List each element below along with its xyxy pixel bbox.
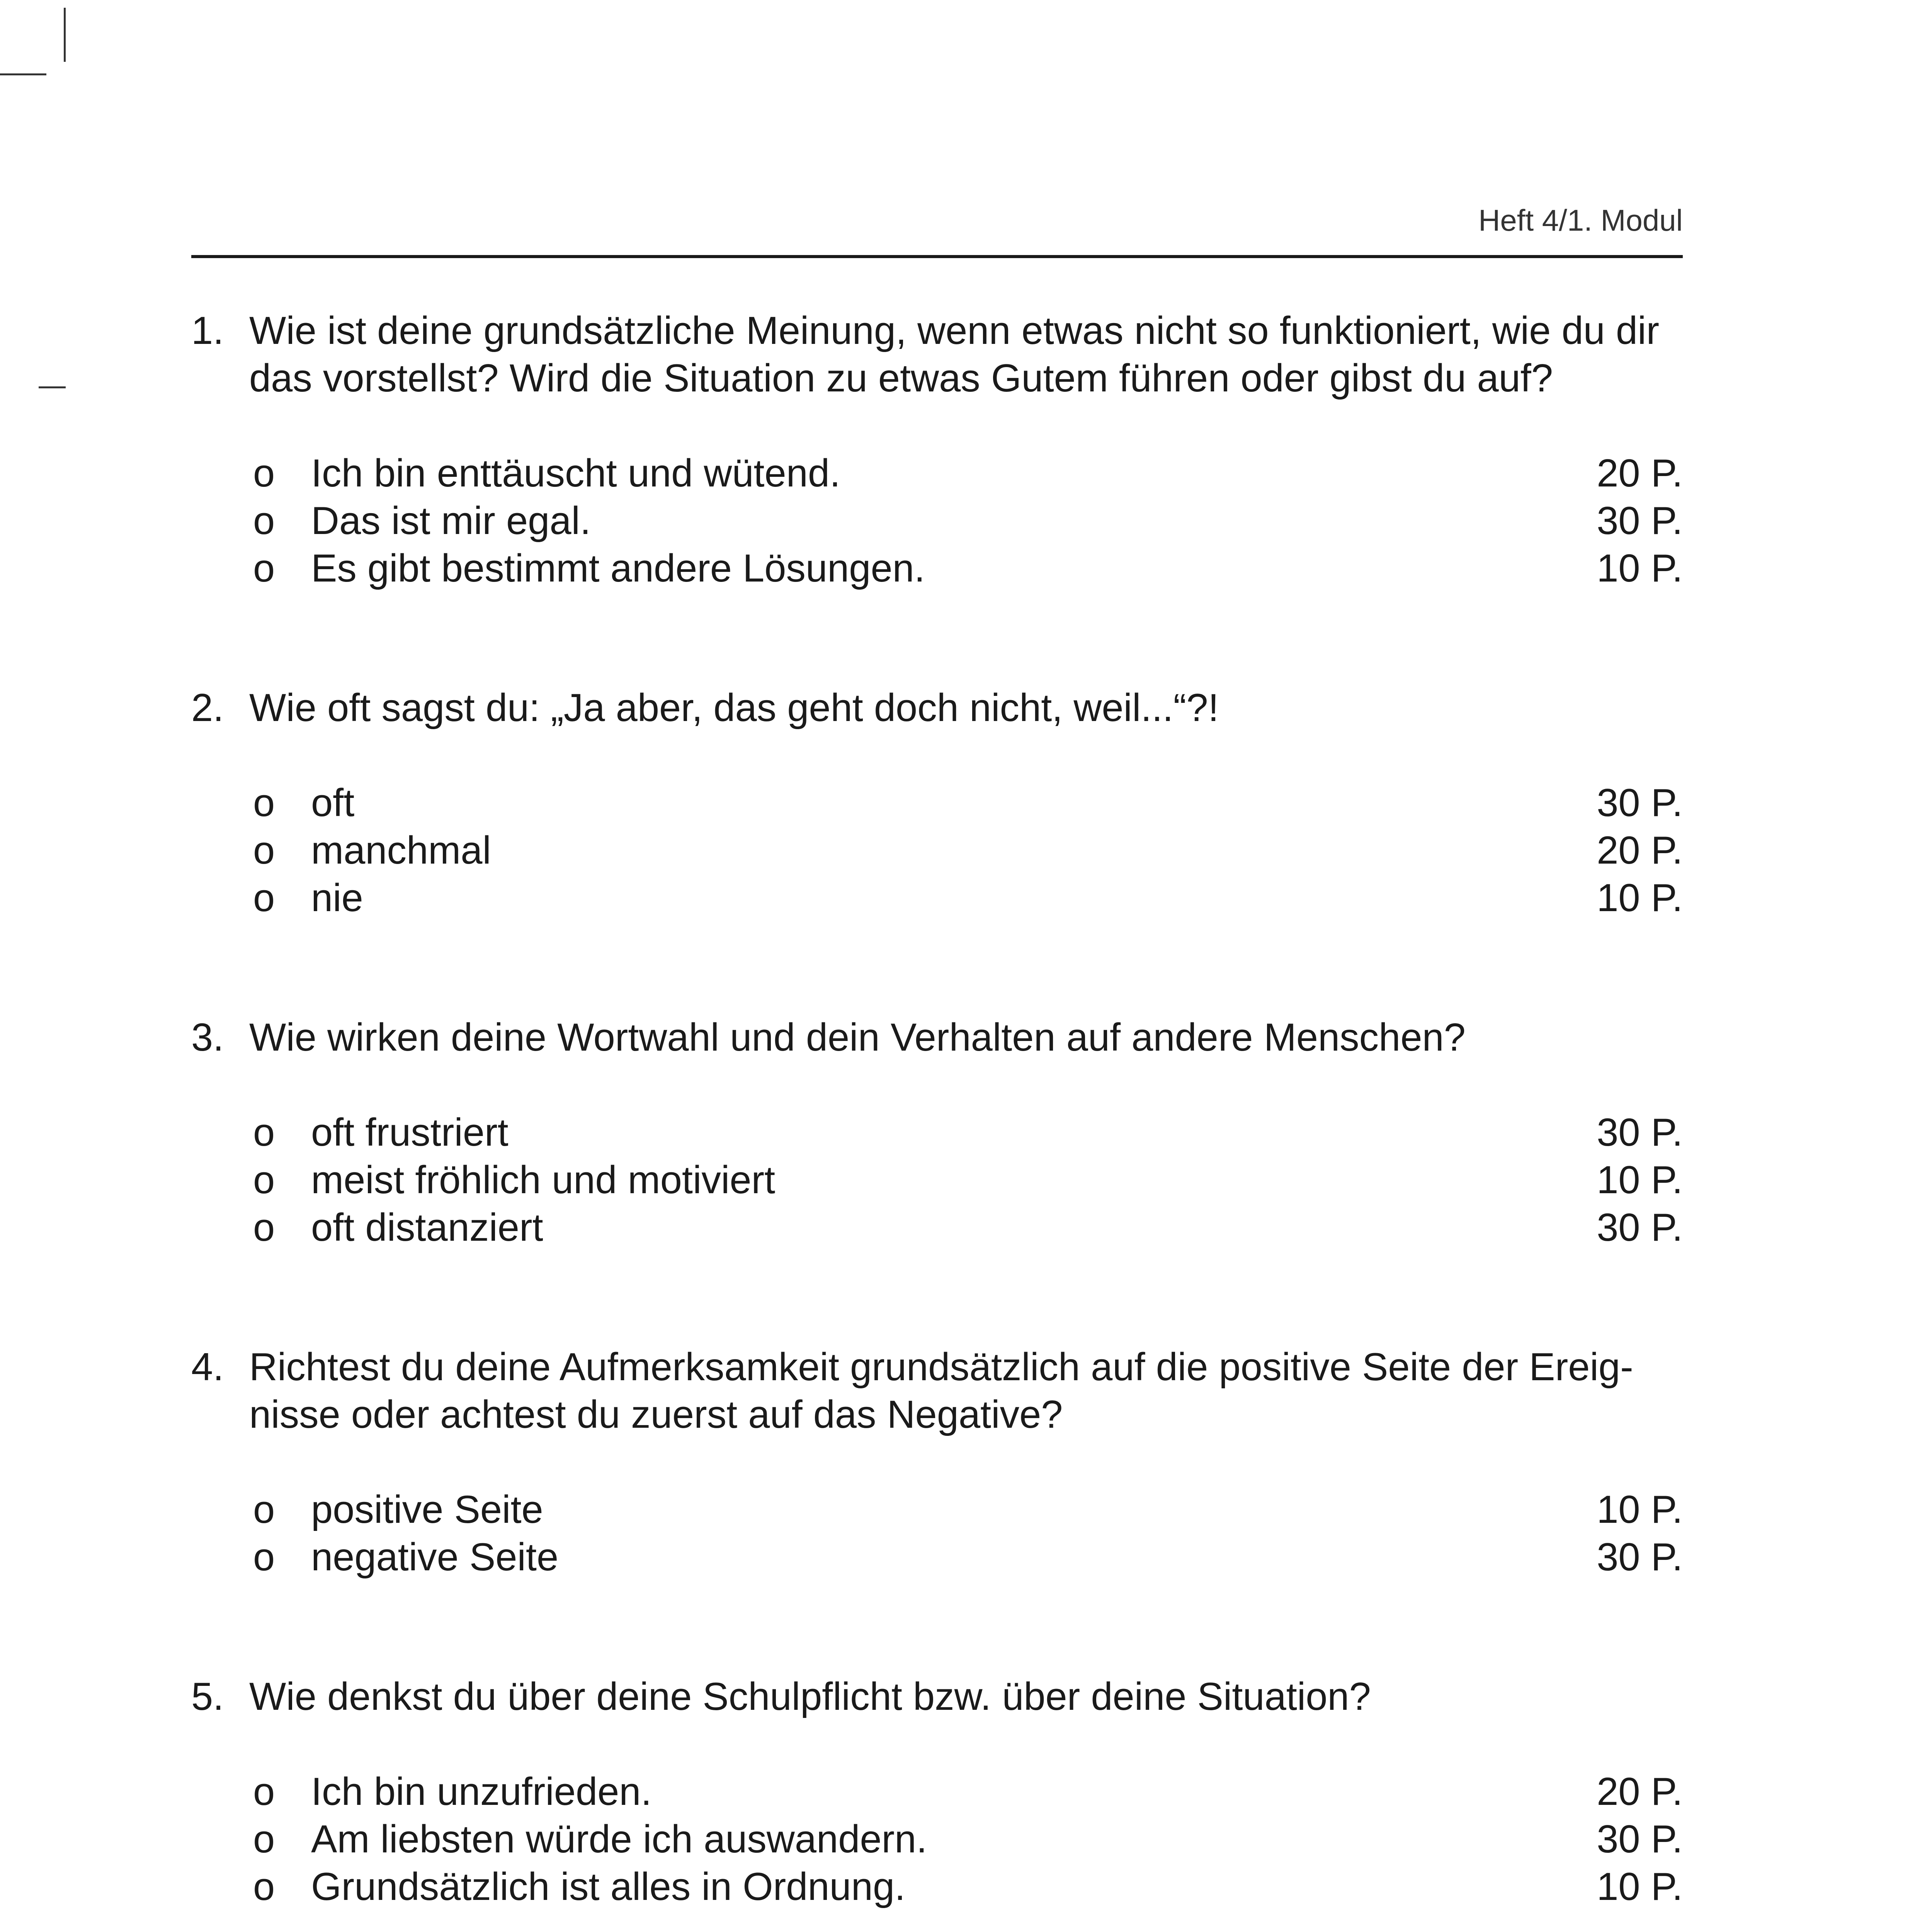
- question-text: Wie ist deine grundsätzliche Meinung, wenn etwas nicht so funktioniert, wie du dir das vorstellst? Wird die Situation zu etwas Gutem führen oder gibst du auf?: [249, 309, 1660, 400]
- answer-text: Das ist mir egal.: [311, 499, 591, 543]
- answer-text: oft: [311, 781, 355, 825]
- questionnaire: [191, 307, 1683, 1932]
- checkbox-mark[interactable]: o: [253, 547, 275, 590]
- question-number: 1.: [191, 309, 224, 352]
- checkbox-mark[interactable]: o: [253, 1770, 275, 1813]
- header-label: Heft 4/1. Modul: [1478, 203, 1683, 237]
- answer-option[interactable]: [191, 1863, 1683, 1911]
- answer-option[interactable]: [191, 1486, 1683, 1534]
- answer-option[interactable]: [191, 1156, 1683, 1204]
- answer-points: 10 P.: [1597, 1488, 1683, 1531]
- answer-text: positive Seite: [311, 1488, 543, 1531]
- checkbox-mark[interactable]: o: [253, 1865, 275, 1908]
- crop-mark: [39, 386, 66, 388]
- answer-option[interactable]: [191, 1816, 1683, 1863]
- answer-options: [191, 1109, 1683, 1252]
- crop-mark: [64, 8, 66, 62]
- answer-text: meist fröhlich und motiviert: [311, 1158, 776, 1202]
- answer-text: Am liebsten würde ich auswandern.: [311, 1818, 927, 1861]
- answer-points: 10 P.: [1597, 876, 1683, 920]
- answer-text: Grundsätzlich ist alles in Ordnung.: [311, 1865, 906, 1908]
- answer-points: 10 P.: [1597, 1158, 1683, 1202]
- question-text: Richtest du deine Aufmerksamkeit grundsätzlich auf die positive Seite der Ereig-nisse oder achtest du zuerst auf das Negative?: [249, 1345, 1633, 1436]
- answer-points: 30 P.: [1597, 1818, 1683, 1861]
- question-text: Wie oft sagst du: „Ja aber, das geht doch nicht, weil...“?!: [249, 686, 1219, 730]
- answer-option[interactable]: [191, 1109, 1683, 1156]
- answer-points: 20 P.: [1597, 829, 1683, 872]
- checkbox-mark[interactable]: o: [253, 781, 275, 825]
- question-text: Wie wirken deine Wortwahl und dein Verhalten auf andere Menschen?: [249, 1016, 1466, 1059]
- checkbox-mark[interactable]: o: [253, 829, 275, 872]
- answer-options: [191, 1768, 1683, 1911]
- answer-text: nie: [311, 876, 363, 920]
- answer-text: oft frustriert: [311, 1111, 509, 1154]
- answer-points: 20 P.: [1597, 452, 1683, 495]
- answer-option[interactable]: [191, 779, 1683, 827]
- question-1: [191, 307, 1683, 592]
- checkbox-mark[interactable]: o: [253, 1111, 275, 1154]
- answer-points: 30 P.: [1597, 499, 1683, 543]
- answer-option[interactable]: [191, 545, 1683, 592]
- answer-option[interactable]: [191, 497, 1683, 545]
- answer-text: Ich bin enttäuscht und wütend.: [311, 452, 841, 495]
- answer-text: negative Seite: [311, 1536, 559, 1579]
- answer-options: [191, 1486, 1683, 1581]
- answer-text: oft distanziert: [311, 1206, 543, 1249]
- question-heading: [191, 1014, 1683, 1061]
- answer-text: Ich bin unzufrieden.: [311, 1770, 652, 1813]
- answer-text: manchmal: [311, 829, 491, 872]
- answer-option[interactable]: [191, 1204, 1683, 1252]
- checkbox-mark[interactable]: o: [253, 1158, 275, 1202]
- checkbox-mark[interactable]: o: [253, 452, 275, 495]
- answer-options: [191, 450, 1683, 592]
- answer-text: Es gibt bestimmt andere Lösungen.: [311, 547, 925, 590]
- answer-points: 30 P.: [1597, 1111, 1683, 1154]
- question-number: 3.: [191, 1016, 224, 1059]
- question-3: [191, 1014, 1683, 1252]
- answer-option[interactable]: [191, 1534, 1683, 1581]
- question-4: [191, 1344, 1683, 1581]
- crop-mark: [0, 73, 46, 75]
- checkbox-mark[interactable]: o: [253, 1818, 275, 1861]
- answer-points: 10 P.: [1597, 1865, 1683, 1908]
- question-text: Wie denkst du über deine Schulpflicht bzw. über deine Situation?: [249, 1675, 1371, 1718]
- question-number: 4.: [191, 1345, 224, 1389]
- checkbox-mark[interactable]: o: [253, 1536, 275, 1579]
- question-heading: [191, 1344, 1683, 1439]
- question-heading: [191, 307, 1683, 402]
- question-heading: [191, 1673, 1683, 1721]
- question-2: [191, 684, 1683, 922]
- checkbox-mark[interactable]: o: [253, 499, 275, 543]
- answer-points: 30 P.: [1597, 781, 1683, 825]
- answer-points: 20 P.: [1597, 1770, 1683, 1813]
- answer-option[interactable]: [191, 874, 1683, 922]
- checkbox-mark[interactable]: o: [253, 876, 275, 920]
- question-heading: [191, 684, 1683, 732]
- answer-option[interactable]: [191, 450, 1683, 497]
- question-number: 5.: [191, 1675, 224, 1718]
- page-header: [191, 201, 1683, 258]
- answer-option[interactable]: [191, 1768, 1683, 1816]
- checkbox-mark[interactable]: o: [253, 1206, 275, 1249]
- answer-points: 10 P.: [1597, 547, 1683, 590]
- question-5: [191, 1673, 1683, 1911]
- answer-points: 30 P.: [1597, 1206, 1683, 1249]
- answer-points: 30 P.: [1597, 1536, 1683, 1579]
- answer-option[interactable]: [191, 827, 1683, 874]
- answer-options: [191, 779, 1683, 922]
- question-number: 2.: [191, 686, 224, 730]
- checkbox-mark[interactable]: o: [253, 1488, 275, 1531]
